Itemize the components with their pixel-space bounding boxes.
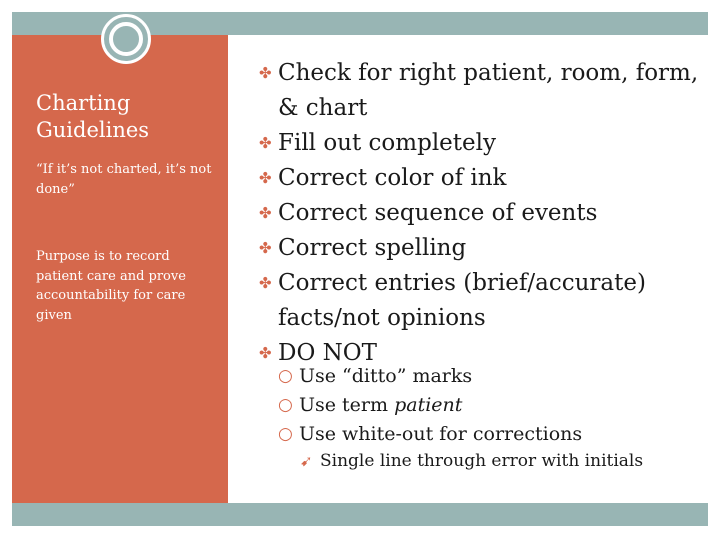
- leaf-bullet-icon: ✤: [259, 64, 272, 82]
- bullet-text: Correct color of ink: [278, 165, 507, 191]
- subsub-bullet-text: Single line through error with initials: [320, 451, 644, 471]
- sub-bullet-text: Use white-out for corrections: [299, 423, 583, 445]
- circle-bullet-icon: ○: [278, 424, 293, 444]
- sidebar-quote: “If it’s not charted, it’s not done”: [36, 162, 212, 197]
- sidebar-title: Charting Guidelines: [36, 91, 150, 142]
- sub-bullet-text: Use term: [299, 394, 395, 416]
- leaf-bullet-icon: ✤: [259, 344, 272, 362]
- emphasis-text: patient: [394, 394, 463, 416]
- sub-bullet-list: [276, 362, 706, 449]
- leaf-bullet-icon: ✤: [259, 274, 272, 292]
- bullet-text: Correct entries (brief/accurate) facts/not opinions: [278, 270, 646, 331]
- sub-bullet-item: [276, 362, 706, 391]
- bullet-list: [258, 56, 708, 371]
- leaf-bullet-icon: ✤: [259, 134, 272, 152]
- sub-bullet-item: [276, 391, 706, 420]
- divider: [228, 35, 236, 503]
- bullet-item: [258, 266, 708, 336]
- leaf-bullet-icon: ✤: [259, 204, 272, 222]
- sidebar-purpose: Purpose is to record patient care and prove accountability for care given: [36, 249, 186, 323]
- sub-bullet-text: Use “ditto” marks: [299, 365, 473, 387]
- bullet-text: Check for right patient, room, form, & chart: [278, 60, 699, 121]
- subsub-bullet-item: [298, 448, 720, 474]
- circle-logo-icon: [101, 14, 151, 64]
- bottom-band: [12, 503, 708, 526]
- bullet-text: Correct sequence of events: [278, 200, 598, 226]
- circle-bullet-icon: ○: [278, 395, 293, 415]
- leaf-bullet-icon: ✤: [259, 169, 272, 187]
- bullet-item: [258, 161, 708, 196]
- leaf-bullet-icon: ✤: [259, 239, 272, 257]
- bullet-item: [258, 231, 708, 266]
- bullet-text: Correct spelling: [278, 235, 467, 261]
- arrow-bullet-icon: ➹: [300, 452, 313, 470]
- bullet-text: DO NOT: [278, 340, 377, 366]
- circle-bullet-icon: ○: [278, 366, 293, 386]
- bullet-item: [258, 126, 708, 161]
- bullet-item: [258, 196, 708, 231]
- sub-bullet-item: [276, 420, 706, 449]
- bullet-item: [258, 56, 708, 126]
- bullet-text: Fill out completely: [278, 130, 496, 156]
